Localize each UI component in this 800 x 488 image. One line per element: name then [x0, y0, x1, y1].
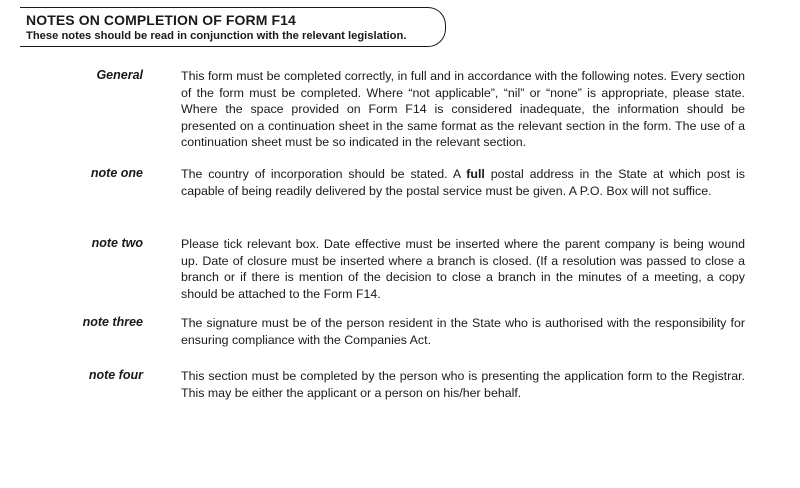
note-label: note one [90, 166, 143, 180]
note-text-part: The country of incorporation should be stated. A [181, 167, 467, 181]
note-text: This section must be completed by the person who is presenting the application form to the Registrar. This may be either the applicant or a person on his/her behalf. [181, 369, 745, 400]
note-label: General [96, 68, 143, 82]
note-label: note three [82, 315, 143, 329]
note-text: The signature must be of the person resident in the State who is authorised with the responsibility for ensuring compliance with the Companies Act. [181, 316, 745, 347]
note-text-part: postal address in the State at which post is capable of being readily delivered by the postal service must be given. A P.O. Box will not suffice. [181, 167, 745, 198]
page-subtitle: These notes should be read in conjunction with the relevant legislation. [26, 30, 407, 42]
note-text [181, 166, 745, 199]
page-title: NOTES ON COMPLETION OF FORM F14 [26, 12, 296, 28]
note-text: This form must be completed correctly, in full and in accordance with the following notes. Every section of the form must be completed. Where “not applicable”, “nil” or “none” is appropriate, please state. Where the space provided on Form F14 is considered inadequate, the information should be presented on a continuation sheet in the same format as the relevant section in the form. The use of a continuation sheet must be so indicated in the relevant section. [181, 69, 745, 150]
note-text-emphasis: full [466, 167, 485, 181]
note-label: note two [91, 236, 143, 250]
note-text: Please tick relevant box. Date effective must be inserted where the parent company is being wound up. Date of closure must be inserted where a branch is closed. (If a resolution was passed to close a branch or if there is mention of the decision to close a branch in the minutes of a meeting, a copy should be attached to the Form F14. [181, 237, 745, 301]
note-label: note four [88, 368, 143, 382]
